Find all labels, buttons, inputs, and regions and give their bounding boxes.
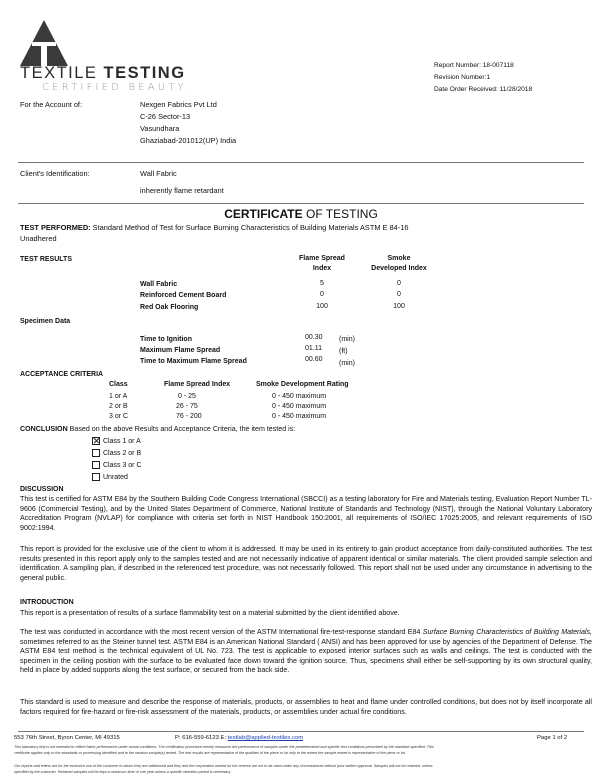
specimen-row-unit: (ft) [339,348,348,355]
account-label: For the Account of: [20,100,83,109]
logo-wordmark [20,64,186,83]
conclusion-option [92,449,141,457]
account-line-1: Nexgen Fabrics Pvt Ltd [140,100,217,109]
conclusion-option-label: Class 2 or B [103,449,142,457]
certificate-title-rest: OF TESTING [302,207,378,221]
checkbox[interactable] [92,449,100,457]
acceptance-heading: ACCEPTANCE CRITERIA [20,371,104,378]
introduction-paragraph-2 [20,628,592,676]
test-performed-label: TEST PERFORMED: [20,223,91,232]
result-row-smoke: 0 [397,291,401,298]
divider [18,203,584,204]
account-line-3: Vasundhara [140,124,180,133]
conclusion-label: CONCLUSION [20,425,68,433]
acceptance-row-class: 3 or C [109,413,129,420]
conclusion-option-label: Unrated [103,473,128,481]
acceptance-row-sdr: 0 - 450 maximum [272,393,327,400]
intro-p2-a: The test was conducted in accordance with the most recent version of the ASTM International fire-test-response standard E84 [20,628,423,636]
date-order-received: Date Order Received: 11/28/2018 [434,86,533,93]
discussion-paragraph-2: This report is provided for the exclusive use of the client to whom it is addressed. It may be used in its entirety to gain product acceptance from daily-constituted authorities. The test results presented in this report apply only to the samples tested and are not necessarily indicative of apparent identical or similar materials. The client provided sample selection and identification. A sampling plan, if described in the referenced test procedure, was not necessarily followed. This report shall not be used under any circumstance in advertising to the general public. [20,545,592,582]
result-row-name: Red Oak Flooring [140,304,199,311]
logo-word-testing: TESTING [103,64,186,82]
client-line-1: Wall Fabric [140,169,177,178]
certificate-title-bold: CERTIFICATE [224,207,303,221]
client-line-2: inherently flame retardant [140,186,224,195]
specimen-row-value: 01.11 [305,345,322,352]
footer-address: 553 76th Street, Byron Center, MI 49315 [14,735,120,741]
discussion-paragraph-1: This test is certified for ASTM E84 by the Southern Building Code Congress International (SBCCI) as a testing laboratory for Fire and Materials testing, Evaluation Report Number TL-9606 (Commercial Testing), and by the United States Department of Commerce, National Institute of Standards and Technology (NIST), through the National Voluntary Laboratory Accreditation Program (NVLAP) for compliance with criteria set forth in NIST Handbook 150:2001, all requirements of ISO/IEC 17025:2005, and relevant requirements of ISO 9002:1994. [20,495,592,532]
acceptance-row-class: 2 or B [109,403,128,410]
smoke-header-1: Smoke [387,255,411,262]
specimen-row-name: Maximum Flame Spread [140,347,221,354]
specimen-row-value: 00.30 [305,334,323,341]
account-line-4: Ghaziabad-201012(UP) India [140,136,237,145]
conclusion-text: Based on the above Results and Acceptance Criteria, the item tested is: [67,425,296,433]
conclusion-option [92,473,128,481]
smoke-header-2: Developed Index [371,265,427,272]
conclusion-option-label: Class 1 or A [103,437,141,445]
logo-tagline: CERTIFIED BEAUTY. [42,82,192,93]
checkbox-checked[interactable] [92,437,100,445]
result-row-flame: 100 [316,303,328,310]
acceptance-row-fsi: 0 - 25 [178,393,196,400]
conclusion-option [92,461,142,469]
test-performed-line2: Unadhered [20,234,57,243]
flame-spread-header-2: Index [312,265,332,272]
result-row-smoke: 0 [397,280,401,287]
footer-fine-print-3: Our reports and letters are for the exclusive use of the customer to whom they are addressed and they and the corporation named on the reverse are not to be used under any circumstances without prior written approval. Samples will not be retained, unless [14,764,433,768]
report-number: Report Number: 18-007118 [434,62,514,69]
footer-phone: P: 616-559-6123 E: [175,735,228,741]
discussion-heading: DISCUSSION [20,486,64,493]
acceptance-row-sdr: 0 - 450 maximum [272,413,327,420]
checkbox[interactable] [92,473,100,481]
footer-fine-print-2: certificate applies only to the standards or processing identified and to the random sample(s) tested. The test results are representative of the qualities of the piece or lot only to the extent the sample tested is representative of the piece or lot. [14,751,406,755]
revision-number: Revision Number:1 [434,74,491,81]
introduction-paragraph-3: This standard is used to measure and describe the response of materials, products, or assemblies to heat and flame under controlled conditions, but does not by itself incorporate all factors required for fire-hazard or fire-risk assessment of the materials, products, or assemblies under actual fire conditions. [20,698,592,716]
acceptance-header-sdr: Smoke Development Rating [256,381,349,388]
specimen-heading: Specimen Data [20,318,71,325]
acceptance-header-class: Class [109,381,128,388]
acceptance-row-sdr: 0 - 450 maximum [272,403,327,410]
acceptance-row-class: 1 or A [109,393,128,400]
footer-page-number: Page 1 of 2 [537,735,568,741]
flame-spread-header-1: Flame Spread [299,255,345,262]
specimen-row-name: Time to Maximum Flame Spread [140,358,247,365]
acceptance-row-fsi: 26 - 75 [176,403,198,410]
acceptance-header-fsi: Flame Spread Index [164,381,231,388]
test-performed-text: Standard Method of Test for Surface Burning Characteristics of Building Materials ASTM E 84-16 [90,223,409,232]
footer-fine-print-1: This laboratory test is not intended to reflect fabric performance under actual conditions. The certification procedure merely measures the performance of samples under the predetermined and specific test conditions prescribed by the standard specified. This [14,745,434,749]
conclusion [20,425,295,433]
footer-divider [18,731,584,732]
specimen-row-unit: (min) [339,360,355,367]
result-row-flame: 5 [320,280,324,287]
specimen-row-unit: (min) [339,336,355,343]
specimen-row-value: 00.60 [305,356,323,363]
conclusion-option [92,437,141,445]
conclusion-option-label: Class 3 or C [103,461,142,469]
introduction-heading: INTRODUCTION [20,599,74,606]
result-row-smoke: 100 [393,303,405,310]
result-row-name: Wall Fabric [140,281,178,288]
footer-fine-print-4: specified by the customer. Retained samples will be kept a maximum time of one year unless a specific retention period is necessary. [14,770,232,774]
checkbox[interactable] [92,461,100,469]
introduction-paragraph-1: This report is a presentation of results of a surface flammability test on a material submitted by the client identified above. [20,609,400,617]
divider [18,162,584,163]
intro-p2-b: sometimes referred to as the Steiner tunnel test. ASTM E84 is an American National Standard ( ANSI) and has been approved for use by agencies of the Department of Defense. The ASTM E84 test method is the technical equivalent of UL No. 723. The test is applicable to exposed interior surfaces such as walls and ceilings. The test is conducted with the specimen in the ceiling position with the surface to be evaluated face down toward the ignition source. Thus, specimens shall either be self-supporting by its own structural quality, held in place by added supports along the test surface, or secured from the back side. [20,637,592,675]
logo-triangle-icon [20,20,68,66]
account-line-2: C-26 Sector-13 [140,112,191,121]
result-row-name: Reinforced Cement Board [140,292,227,299]
logo-word-textile: TEXTILE [20,64,98,82]
footer-contact [175,735,303,741]
result-row-flame: 0 [320,291,324,298]
specimen-row-name: Time to Ignition [140,336,192,343]
test-performed [20,223,408,232]
certificate-title [0,207,602,221]
footer-email-link[interactable]: testlab@applied-textiles.com [227,735,304,741]
acceptance-row-fsi: 76 - 200 [176,413,202,420]
test-results-heading: TEST RESULTS [20,256,72,263]
intro-p2-italic: Surface Burning Characteristics of Building Materials, [422,628,592,636]
client-label: Client's Identification: [20,169,90,178]
